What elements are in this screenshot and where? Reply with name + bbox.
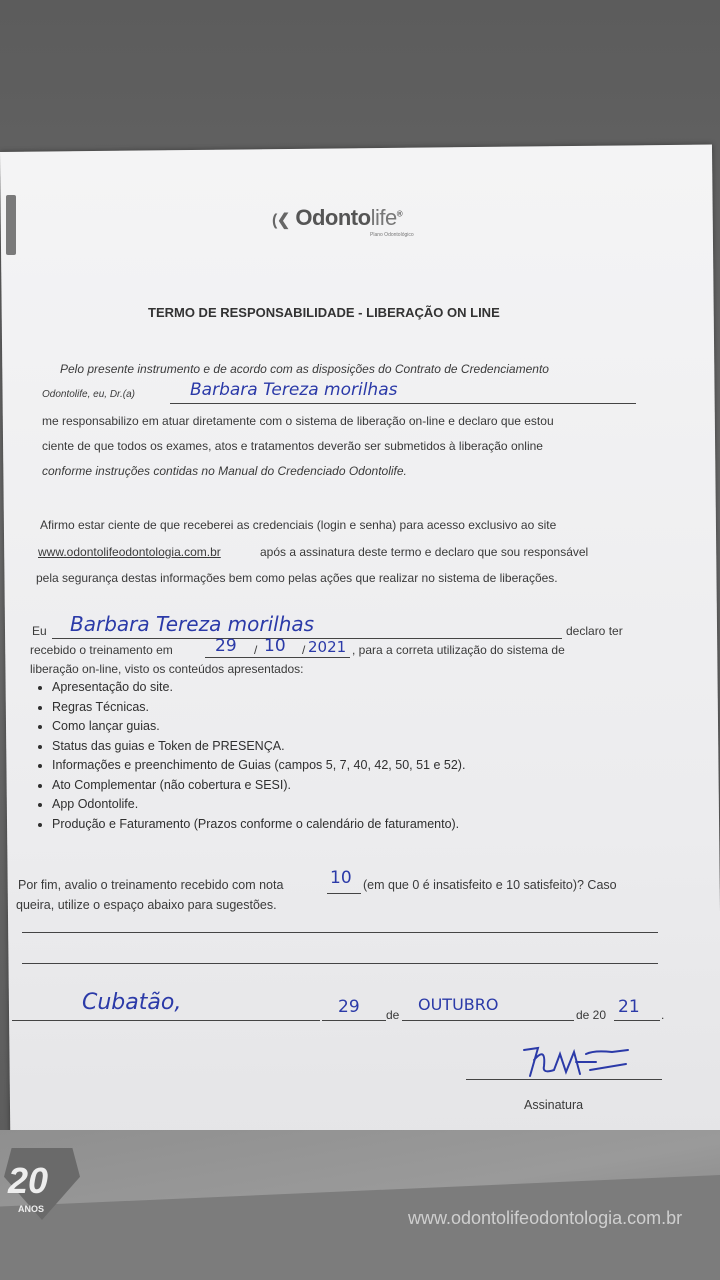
handwritten-month: OUTUBRO (418, 995, 499, 1014)
document-title: TERMO DE RESPONSABILIDADE - LIBERAÇÃO ON LINE (148, 305, 500, 320)
date-slash-1: / (254, 643, 258, 657)
footer-site: www.odontolifeodontologia.com.br (408, 1208, 683, 1228)
logo (272, 205, 402, 231)
para2-line2-rest: após a assinatura deste termo e declaro que sou responsável (260, 545, 589, 559)
name-line-2 (52, 638, 562, 639)
handwritten-day: 29 (338, 997, 360, 1017)
city-line (12, 1020, 320, 1021)
de-label-2: de 20 (576, 1008, 607, 1022)
handwritten-year: 21 (618, 997, 640, 1017)
handwritten-name-1: Barbara Tereza morilhas (190, 380, 398, 400)
rating-suffix: (em que 0 é insatisfeito e 10 satisfeito)? Caso (363, 878, 617, 892)
para1-line2-prefix: Odontolife, eu, Dr.(a) (42, 389, 136, 400)
month-line (402, 1020, 574, 1021)
topic-item: • Produção e Faturamento (Prazos conforme o calendário de faturamento). (52, 817, 465, 837)
signature-label: Assinatura (524, 1098, 584, 1112)
handwritten-training-month: 10 (264, 636, 286, 656)
signature-image (516, 1040, 636, 1082)
handwritten-city: Cubatão, (82, 990, 182, 1015)
topic-item: • App Odontolife. (52, 797, 465, 817)
suggestion-line-1 (22, 932, 658, 933)
logo-main: Odonto (295, 205, 371, 230)
eu-label: Eu (32, 624, 47, 638)
topic-item: • Apresentação do site. (52, 680, 465, 700)
logo-accent: life (370, 205, 397, 230)
declaro-ter: declaro ter (566, 624, 623, 638)
para2-line1: Afirmo estar ciente de que receberei as credenciais (login e senha) para acesso exclusivo ao site (40, 518, 557, 532)
topic-item: • Status das guias e Token de PRESENÇA. (52, 739, 465, 759)
signature-line (466, 1079, 662, 1080)
year-line (614, 1020, 660, 1021)
para1-line1: Pelo presente instrumento e de acordo com as disposições do Contrato de Credenciamento (60, 362, 549, 376)
score-line (327, 893, 361, 894)
binder-clip (6, 195, 16, 255)
logo-subtitle: Plano Odontológico (370, 232, 414, 238)
recebido-label: recebido o treinamento em (30, 643, 173, 657)
topic-item: • Regras Técnicas. (52, 700, 465, 720)
date-period: . (661, 1008, 665, 1022)
recebido-rest: , para a correta utilização do sistema de (352, 643, 565, 657)
site-link[interactable]: www.odontolifeodontologia.com.br (38, 545, 221, 559)
handwritten-name-2: Barbara Tereza morilhas (70, 612, 315, 636)
anniversary-text: ANOS (18, 1204, 45, 1214)
day-line (322, 1020, 386, 1021)
topic-item: • Como lançar guias. (52, 719, 465, 739)
date-line (205, 657, 350, 658)
name-line-1 (170, 403, 636, 404)
para1-line3: me responsabilizo em atuar diretamente com o sistema de liberação on-line e declaro que estou (42, 414, 554, 428)
logo-symbol-icon: (❮ (272, 212, 290, 229)
topic-item: • Informações e preenchimento de Guias (campos 5, 7, 40, 42, 50, 51 e 52). (52, 758, 465, 778)
topic-item: • Ato Complementar (não cobertura e SESI). (52, 778, 465, 798)
para1-line5: conforme instruções contidas no Manual do Credenciado Odontolife. (42, 464, 407, 478)
date-slash-2: / (302, 643, 306, 657)
logo-registered: ® (396, 209, 403, 219)
handwritten-training-year: 2021 (308, 638, 347, 656)
suggestion-line-2 (22, 963, 658, 964)
de-label-1: de (386, 1008, 400, 1022)
para2-line3: pela segurança destas informações bem como pelas ações que realizar no sistema de liberações. (36, 571, 558, 585)
rating-prefix: Por fim, avalio o treinamento recebido com nota (18, 878, 284, 892)
para3-line3: liberação on-line, visto os conteúdos apresentados: (30, 662, 304, 676)
anniversary-number: 20 (8, 1160, 49, 1201)
topics-list (30, 680, 465, 836)
rating-line2: queira, utilize o espaço abaixo para sugestões. (16, 898, 277, 912)
handwritten-score: 10 (330, 868, 352, 888)
handwritten-training-day: 29 (215, 636, 237, 656)
para1-line4: ciente de que todos os exames, atos e tratamentos deverão ser submetidos à liberação online (42, 439, 543, 453)
